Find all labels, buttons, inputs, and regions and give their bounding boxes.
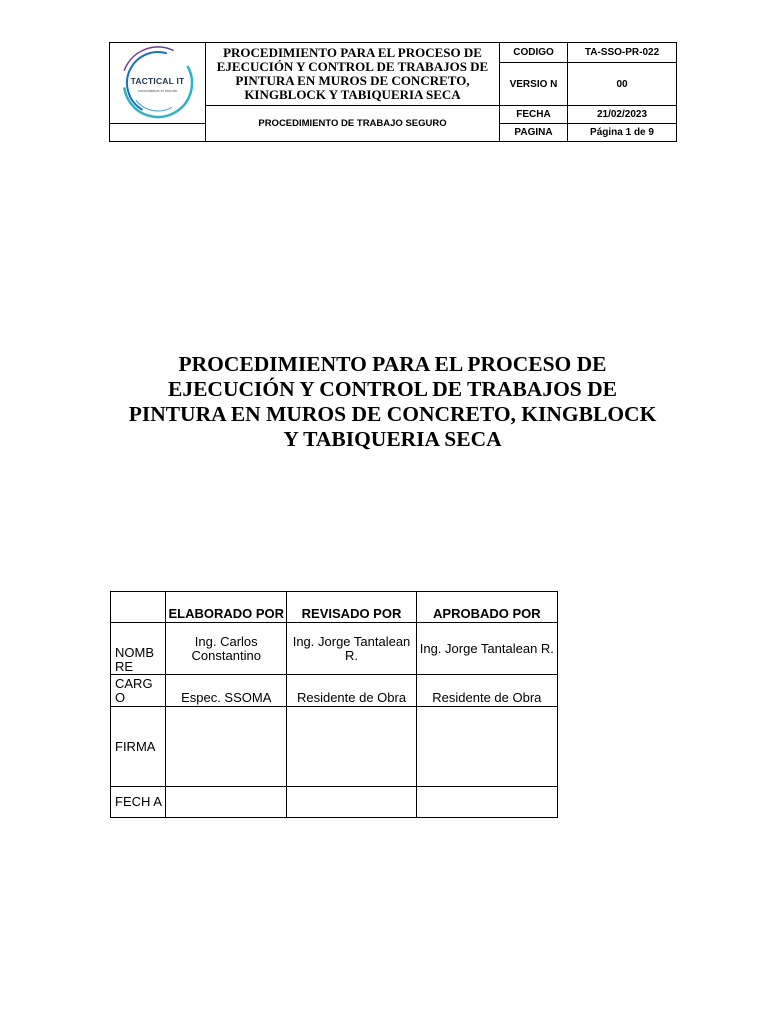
logo-cell-bottom (110, 124, 206, 142)
empty-header-cell (111, 592, 166, 623)
fecha-revisado (287, 787, 416, 818)
fecha-label: FECHA (500, 106, 568, 124)
fecha-row (111, 787, 558, 818)
firma-elaborado (166, 707, 287, 787)
header-title: PROCEDIMIENTO PARA EL PROCESO DE EJECUCIÓN Y CONTROL DE TRABAJOS DE PINTURA EN MUROS DE CONCRETO, KINGBLOCK Y TABIQUERIA SECA (206, 43, 500, 106)
pagina-value: Página 1 de 9 (568, 124, 677, 142)
nombre-aprobado: Ing. Jorge Tantalean R. (416, 623, 557, 675)
fecha-row-label: FECH A (111, 787, 166, 818)
elaborado-header: ELABORADO POR (166, 592, 287, 623)
cargo-revisado: Residente de Obra (287, 675, 416, 707)
approval-table (110, 591, 558, 818)
cargo-row (111, 675, 558, 707)
logo-cell (110, 43, 206, 124)
cargo-aprobado: Residente de Obra (416, 675, 557, 707)
firma-revisado (287, 707, 416, 787)
codigo-value: TA-SSO-PR-022 (568, 43, 677, 63)
fecha-value: 21/02/2023 (568, 106, 677, 124)
company-logo (118, 43, 198, 123)
nombre-elaborado: Ing. Carlos Constantino (166, 623, 287, 675)
fecha-aprobado (416, 787, 557, 818)
approval-header-row (111, 592, 558, 623)
version-value: 00 (568, 63, 677, 106)
document-header (109, 42, 677, 142)
header-subtitle: PROCEDIMIENTO DE TRABAJO SEGURO (206, 106, 500, 142)
revisado-header: REVISADO POR (287, 592, 416, 623)
nombre-row (111, 623, 558, 675)
pagina-label: PAGINA (500, 124, 568, 142)
cargo-elaborado: Espec. SSOMA (166, 675, 287, 707)
aprobado-header: APROBADO POR (416, 592, 557, 623)
nombre-revisado: Ing. Jorge Tantalean R. (287, 623, 416, 675)
nombre-label: NOMB RE (111, 623, 166, 675)
firma-aprobado (416, 707, 557, 787)
logo-tagline: conectamos el mundo (137, 88, 178, 93)
fecha-elaborado (166, 787, 287, 818)
codigo-label: CODIGO (500, 43, 568, 63)
logo-name: TACTICAL IT (130, 76, 185, 86)
cargo-label: CARG O (111, 675, 166, 707)
version-label: VERSIO N (500, 63, 568, 106)
firma-label: FIRMA (111, 707, 166, 787)
document-title: PROCEDIMIENTO PARA EL PROCESO DE EJECUCIÓN Y CONTROL DE TRABAJOS DE PINTURA EN MUROS DE CONCRETO, KINGBLOCK Y TABIQUERIA SECA (128, 352, 657, 451)
firma-row (111, 707, 558, 787)
